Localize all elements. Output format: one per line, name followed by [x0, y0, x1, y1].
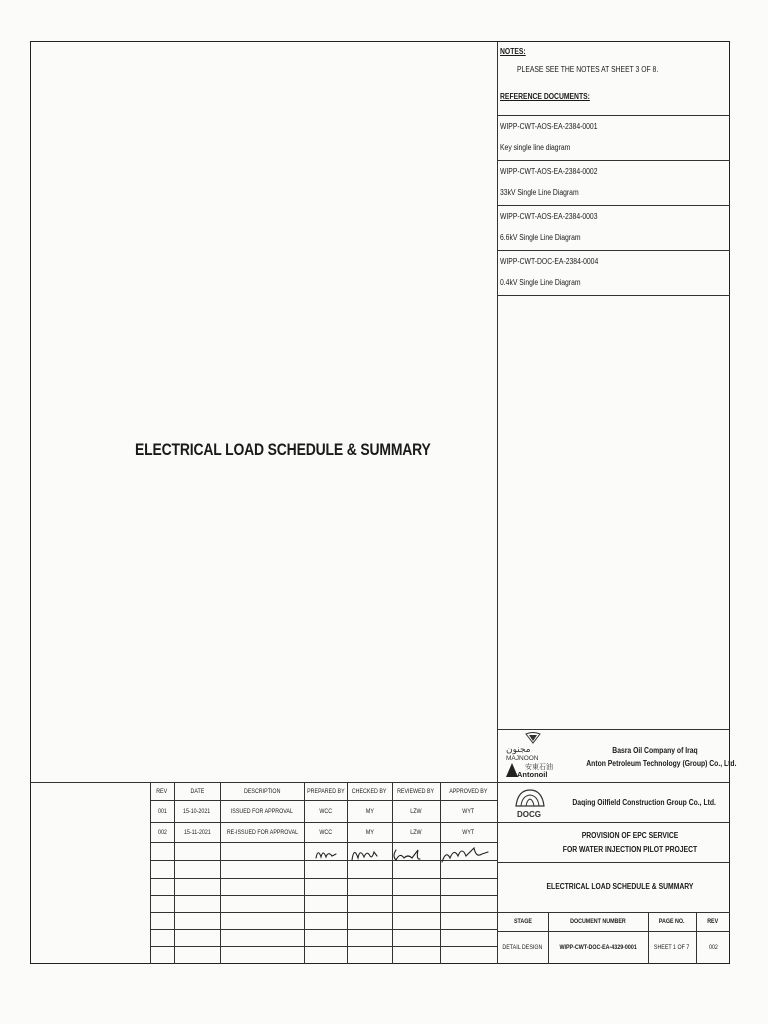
- label-document-number: DOCUMENT NUMBER: [570, 918, 626, 925]
- divider: [497, 295, 730, 296]
- table-cell: MY: [365, 828, 374, 836]
- client-name: Basra Oil Company of Iraq: [612, 746, 698, 755]
- table-cell: 002: [157, 828, 167, 836]
- header-date: DATE: [190, 787, 204, 795]
- value-document-number: WIPP-CWT-DOC-EA-4329-0001: [559, 944, 637, 951]
- main-title: ELECTRICAL LOAD SCHEDULE & SUMMARY: [135, 440, 431, 459]
- signature-approved: [442, 848, 488, 862]
- notes-heading: NOTES:: [500, 47, 526, 56]
- drawing-title: ELECTRICAL LOAD SCHEDULE & SUMMARY: [546, 882, 694, 891]
- divider: [497, 822, 730, 823]
- logo-brand-text: Antonoil: [517, 770, 548, 779]
- table-cell: LZW: [410, 828, 422, 836]
- reference-title: 0.4kV Single Line Diagram: [500, 278, 581, 287]
- header-approved-by: APPROVED BY: [449, 787, 488, 795]
- signature-checked: [352, 852, 377, 860]
- logo-chinese-text: 安東石油: [525, 763, 553, 771]
- table-cell: MY: [365, 807, 374, 815]
- value-rev: 002: [708, 944, 718, 951]
- table-cell: WYT: [462, 807, 475, 815]
- reference-title: 33kV Single Line Diagram: [500, 188, 579, 197]
- table-row-line: [150, 895, 497, 896]
- notes-column-border: [497, 42, 498, 782]
- project-line-1: PROVISION OF EPC SERVICE: [581, 831, 679, 840]
- table-cell: WCC: [319, 807, 332, 815]
- value-page-no: SHEET 1 OF 7: [654, 944, 690, 951]
- table-cell: WCC: [319, 828, 332, 836]
- logo-arabic-text: مجنون: [506, 745, 531, 755]
- table-row-line: [150, 946, 497, 947]
- subcontractor-name: Daqing Oilfield Construction Group Co., Ltd.: [572, 798, 716, 807]
- divider: [497, 160, 730, 161]
- table-cell: RE-ISSUED FOR APPROVAL: [226, 828, 298, 836]
- table-row-line: [150, 878, 497, 879]
- divider: [497, 729, 730, 730]
- reference-number: WIPP-CWT-AOS-EA-2384-0003: [500, 212, 598, 221]
- table-cell: ISSUED FOR APPROVAL: [230, 807, 294, 815]
- divider: [497, 205, 730, 206]
- divider: [497, 250, 730, 251]
- reference-heading: REFERENCE DOCUMENTS:: [500, 92, 590, 101]
- header-rev: REV: [156, 787, 168, 795]
- divider: [497, 115, 730, 116]
- divider: [497, 862, 730, 863]
- header-checked-by: CHECKED BY: [352, 787, 387, 795]
- signature-reviewed: [394, 850, 420, 860]
- majnoon-antonoil-logo: [503, 732, 583, 780]
- header-reviewed-by: REVIEWED BY: [397, 787, 435, 795]
- signature-prepared: [316, 853, 336, 858]
- table-cell: 001: [157, 807, 167, 815]
- label-rev: REV: [707, 918, 719, 925]
- header-description: DESCRIPTION: [243, 787, 281, 795]
- value-stage: DETAIL DESIGN: [502, 944, 543, 951]
- contractor-name: Anton Petroleum Technology (Group) Co., Ltd.: [586, 759, 737, 768]
- table-cell: LZW: [410, 807, 422, 815]
- table-cell: 15-10-2021: [183, 807, 211, 815]
- reference-number: WIPP-CWT-AOS-EA-2384-0001: [500, 122, 598, 131]
- reference-number: WIPP-CWT-DOC-EA-2384-0004: [500, 257, 599, 266]
- docg-text: DOCG: [517, 810, 541, 819]
- table-row-line: [150, 912, 497, 913]
- reference-number: WIPP-CWT-AOS-EA-2384-0002: [500, 167, 598, 176]
- label-page-no: PAGE NO.: [659, 918, 685, 925]
- reference-title: Key single line diagram: [500, 143, 571, 152]
- reference-title: 6.6kV Single Line Diagram: [500, 233, 581, 242]
- docg-logo: [512, 786, 548, 820]
- notes-text: PLEASE SEE THE NOTES AT SHEET 3 OF 8.: [517, 65, 659, 74]
- table-cell: WYT: [462, 828, 475, 836]
- table-row-line: [150, 929, 497, 930]
- header-prepared-by: PREPARED BY: [306, 787, 345, 795]
- logo-latin-text: MAJNOON: [506, 755, 539, 762]
- signatures: [306, 842, 496, 866]
- project-line-2: FOR WATER INJECTION PILOT PROJECT: [562, 845, 698, 854]
- table-cell: 15-11-2021: [183, 828, 211, 836]
- label-stage: STAGE: [513, 918, 532, 925]
